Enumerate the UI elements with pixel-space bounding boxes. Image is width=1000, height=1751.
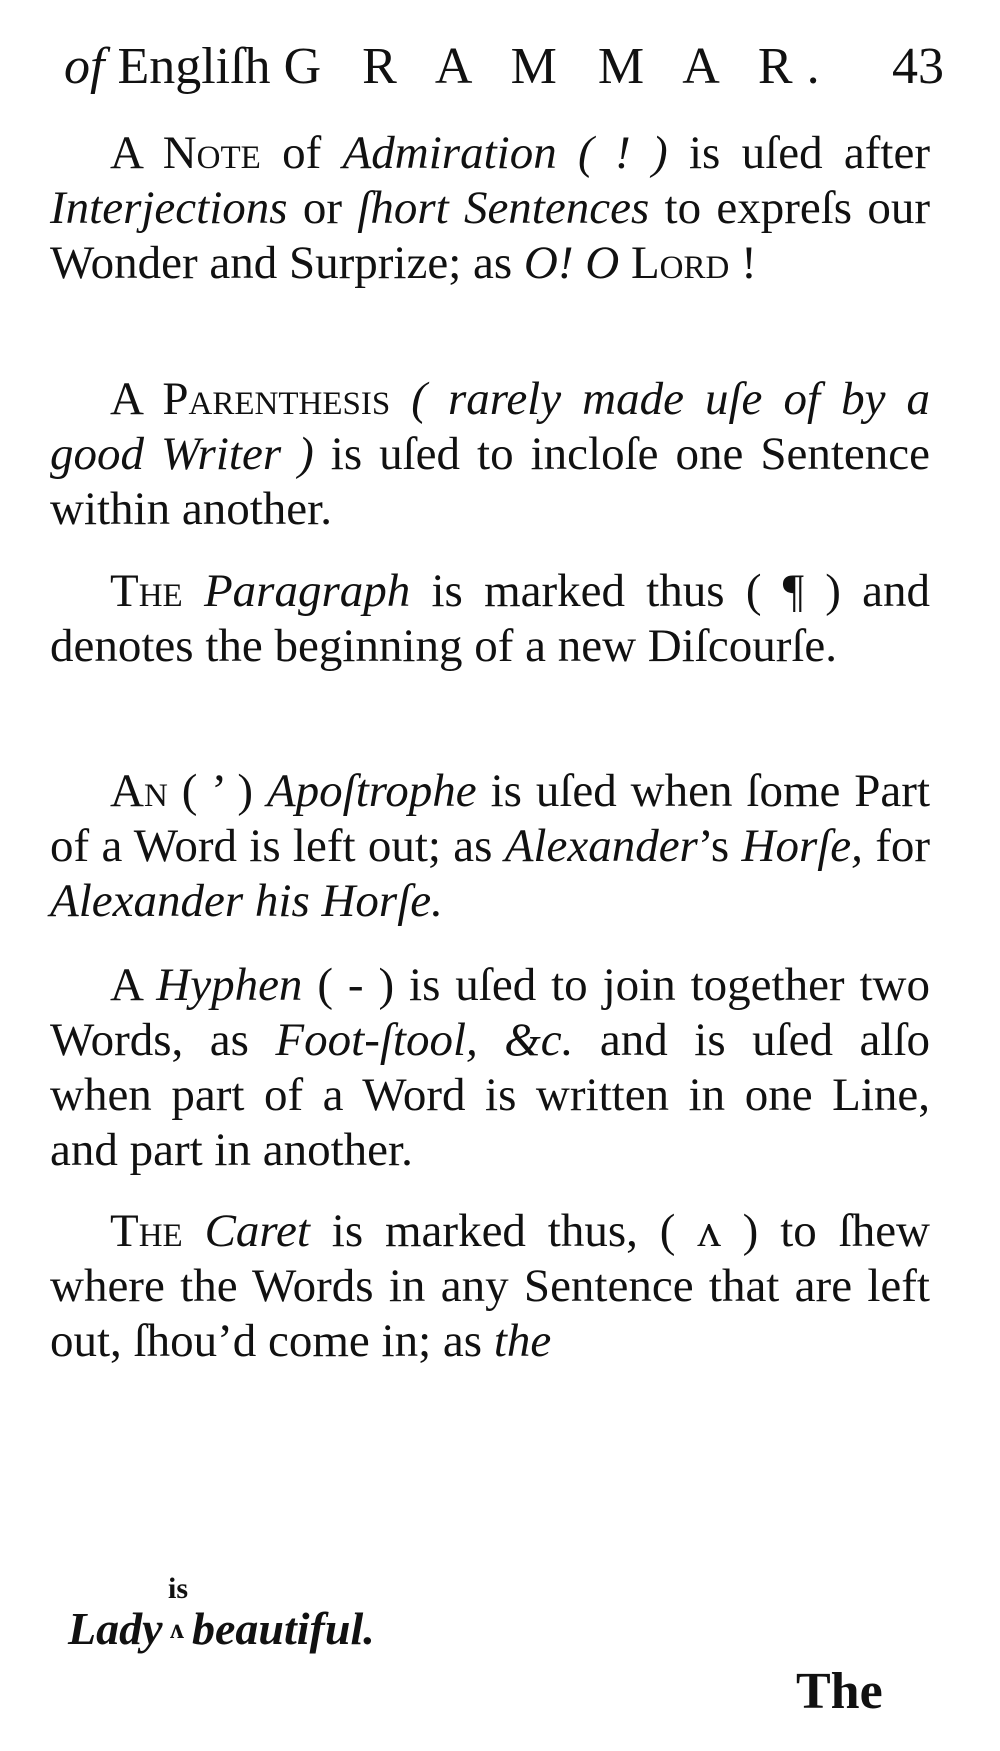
text: Caret [204, 1205, 310, 1257]
paragraph-apostrophe [50, 764, 930, 929]
text: ( ’ ) [167, 765, 267, 817]
example-caret: ʌ [170, 1614, 184, 1645]
paragraph-caret [50, 1204, 930, 1369]
text: is uſed when ſome Part of a Word is left out; as [50, 765, 930, 872]
text: ( rarely made uſe of by a good Writer ) [50, 373, 930, 480]
text: An [110, 765, 168, 817]
text: O! [523, 237, 574, 289]
text: and is uſed alſo when part of a Word is written in one Line, and part in another. [50, 1014, 930, 1176]
text: ſhort Sentences [357, 182, 650, 234]
text: ) to ſhew where the Words in any Sentence that are left out, ſhou’d come in; as [50, 1205, 931, 1367]
text: for [862, 820, 931, 872]
example-lady: Lady [68, 1603, 163, 1654]
text: is uſed to join together two Words, as [50, 959, 930, 1066]
text: The [110, 1205, 183, 1257]
caret-example [68, 1566, 468, 1676]
text: Alexander his Horſe. [50, 875, 443, 927]
page-number: 43 [892, 38, 944, 95]
text: Apoſtrophe [266, 765, 477, 817]
text: Admiration [342, 127, 557, 179]
header-of: of [64, 38, 105, 95]
paragraph-paragraph [50, 564, 930, 674]
text: the [493, 1315, 552, 1367]
caret-symbol: ʌ [697, 1205, 721, 1257]
text: ( ! ) [556, 127, 689, 179]
text: Hyphen [156, 959, 303, 1011]
text: or [287, 182, 358, 234]
text: to expreſs our Wonder and Surprize; as [50, 182, 931, 289]
paragraph-parenthesis [50, 372, 930, 537]
text: Interjections [50, 182, 288, 234]
text: is marked thus, ( [309, 1205, 698, 1257]
text: Alexander [504, 820, 698, 872]
text: Lord [630, 237, 730, 289]
catchword: The [796, 1663, 883, 1720]
header-english: Engliſh [117, 38, 271, 95]
example-insert: is [168, 1572, 189, 1605]
header-grammar: G R A M M A R. [283, 38, 834, 95]
text: Horſe, [741, 820, 863, 872]
text: of [260, 127, 343, 179]
text: is uſed after [688, 127, 930, 179]
example-beautiful: beautiful. [192, 1603, 375, 1654]
text: A [110, 959, 157, 1011]
text: Parenthesis [162, 373, 391, 425]
text: Paragraph [203, 565, 411, 617]
text: is uſed to incloſe one Sentence within another. [50, 428, 930, 535]
text: Foot-ſtool, &c. [275, 1014, 574, 1066]
text: A [110, 127, 163, 179]
text: A [110, 373, 163, 425]
text: O [585, 237, 620, 289]
text: Note [162, 127, 261, 179]
running-header [64, 22, 944, 112]
text: ( - ) [302, 959, 410, 1011]
text: ! [729, 237, 757, 289]
text: is marked thus ( ¶ ) and denotes the beginning of a new Diſcourſe. [50, 565, 931, 672]
paragraph-hyphen [50, 958, 930, 1178]
text: ’s [697, 820, 730, 872]
paragraph-admiration [50, 126, 930, 291]
text: The [110, 565, 183, 617]
